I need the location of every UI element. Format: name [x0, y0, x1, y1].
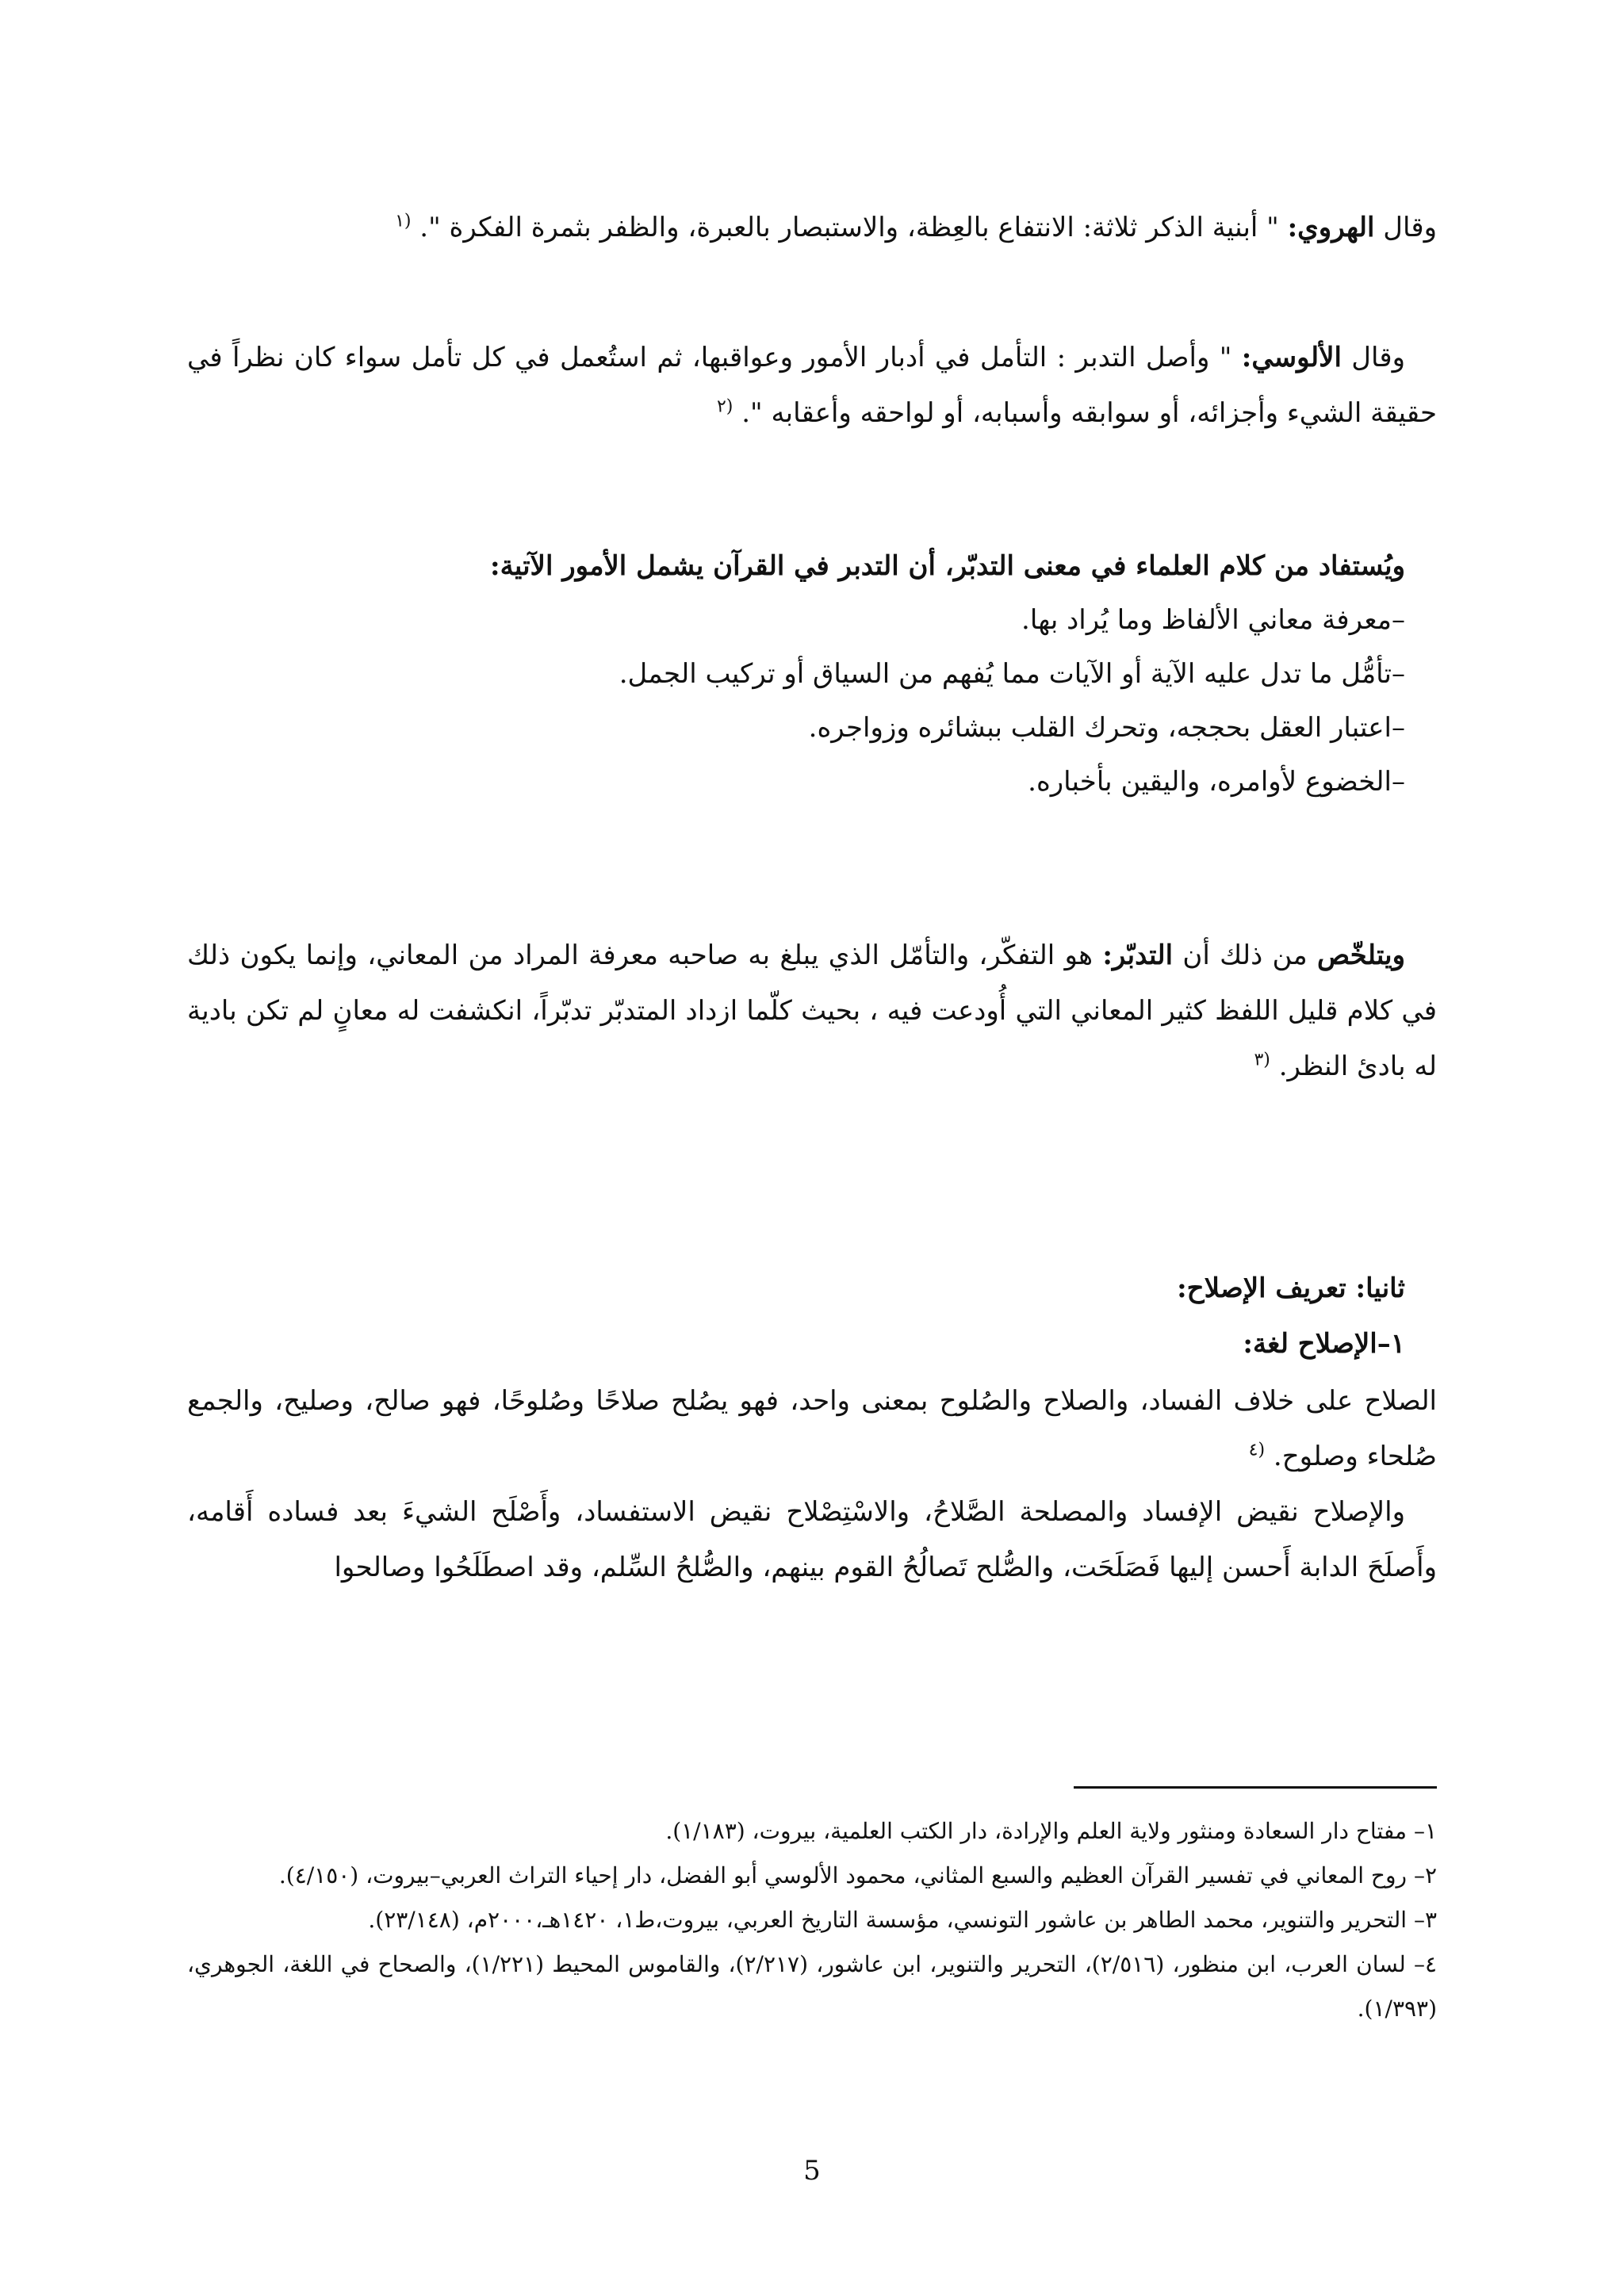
- footnote-1: ١– مفتاح دار السعادة ومنثور ولاية العلم والإرادة، دار الكتب العلمية، بيروت، (١/١٨٣).: [665, 1818, 1437, 1844]
- footnote-ref-4: (٤: [1248, 1440, 1266, 1460]
- lexical-paragraph-1: [187, 1373, 1437, 1484]
- footnote-ref-2: (٢: [716, 396, 733, 417]
- alusi-lead: وقال: [1351, 342, 1405, 373]
- conclusion-mid: من ذلك أن: [1173, 939, 1317, 971]
- footnote-ref-3: (٣: [1254, 1050, 1270, 1070]
- footnotes: [187, 1809, 1437, 2031]
- footnote-3: ٣– التحرير والتنوير، محمد الطاهر بن عاشور التونسي، مؤسسة التاريخ العربي، بيروت،ط١، ١٤٢٠هـ،٢٠٠٠م، (٢٣/١٤٨).: [368, 1907, 1437, 1933]
- footnote-separator: [1074, 1786, 1437, 1789]
- summary-item: –اعتبار العقل بحججه، وتحرك القلب ببشائره وزواجره.: [808, 712, 1405, 744]
- lexical-text-1: الصلاح على خلاف الفساد، والصلاح والصُلوح بمعنى واحد، فهو يصُلح صلاحًا وصُلوحًا، فهو صالح، وصليح، والجمع صُلحاء وصلوح.: [187, 1385, 1437, 1472]
- conclusion-paragraph: [187, 928, 1437, 1094]
- alusi-text: " وأصل التدبر : التأمل في أدبار الأمور وعواقبها، ثم استُعمل في كل تأمل سواء كان نظراً في حقيقة الشيء وأجزائه، أو سوابقه وأسبابه، أو لواحقه وأعقابه ".: [187, 342, 1437, 429]
- summary-item: –تأمُّل ما تدل عليه الآية أو الآيات مما يُفهم من السياق أو تركيب الجمل.: [619, 658, 1405, 690]
- herawi-text: " أبنية الذكر ثلاثة: الانتفاع بالعِظة، والاستبصار بالعبرة، والظفر بثمرة الفكرة ".: [419, 212, 1279, 243]
- summary-item: –الخضوع لأوامره، واليقين بأخباره.: [1028, 766, 1405, 798]
- footnote-4: ٤– لسان العرب، ابن منظور، (٢/٥١٦)، التحرير والتنوير، ابن عاشور، (٢/٢١٧)، والقاموس المحيط (١/٢٢١)، والصحاح في اللغة، الجوهري، (١/٣٩٣).: [187, 1951, 1438, 2022]
- footnote-2: ٢– روح المعاني في تفسير القرآن العظيم والسبع المثاني، محمود الألوسي أبو الفضل، دار إحياء التراث العربي–بيروت، (٤/١٥٠).: [278, 1862, 1437, 1888]
- herawi-paragraph: [187, 200, 1437, 255]
- herawi-name: الهروي:: [1287, 212, 1375, 243]
- lexical-text-2: والإصلاح نقيض الإفساد والمصلحة الصَّلاحُ، والاسْتِصْلاح نقيض الاستفساد، وأَصْلَح الشيءَ بعد فساده أَقامه، وأَصلَحَ الدابة أَحسن إليها فَصَلَحَت، والصُّلح تَصالُحُ القوم بينهم، والصُّلحُ السِّلم، وقد اصطَلَحُوا وصالحوا: [187, 1496, 1437, 1583]
- alusi-paragraph: [187, 330, 1437, 441]
- summary-heading: ويُستفاد من كلام العلماء في معنى التدبّر، أن التدبر في القرآن يشمل الأمور الآتية:: [490, 550, 1405, 582]
- section-heading: ثانيا: تعريف الإصلاح:: [1177, 1272, 1405, 1304]
- summary-item: –معرفة معاني الألفاظ وما يُراد بها.: [1021, 604, 1405, 636]
- conclusion-term: التدبّر:: [1102, 939, 1174, 971]
- footnote-ref-1: (١: [395, 211, 412, 232]
- lexical-paragraph-2: [187, 1484, 1437, 1595]
- alusi-name: الألوسي:: [1241, 342, 1342, 373]
- conclusion-lead: ويتلخّص: [1316, 939, 1405, 971]
- subsection-heading: ١–الإصلاح لغة:: [1243, 1328, 1405, 1360]
- conclusion-text: هو التفكّر، والتأمّل الذي يبلغ به صاحبه معرفة المراد من المعاني، وإنما يكون ذلك في كلام قليل اللفظ كثير المعاني التي أُودعت فيه ، بحيث كلّما ازداد المتدبّر تدبّراً، انكشفت له معانٍ لم تكن بادية له بادئ النظر.: [187, 939, 1437, 1082]
- herawi-lead: وقال: [1383, 212, 1437, 243]
- page-number: 5: [803, 2155, 821, 2187]
- summary-list: [187, 539, 1437, 809]
